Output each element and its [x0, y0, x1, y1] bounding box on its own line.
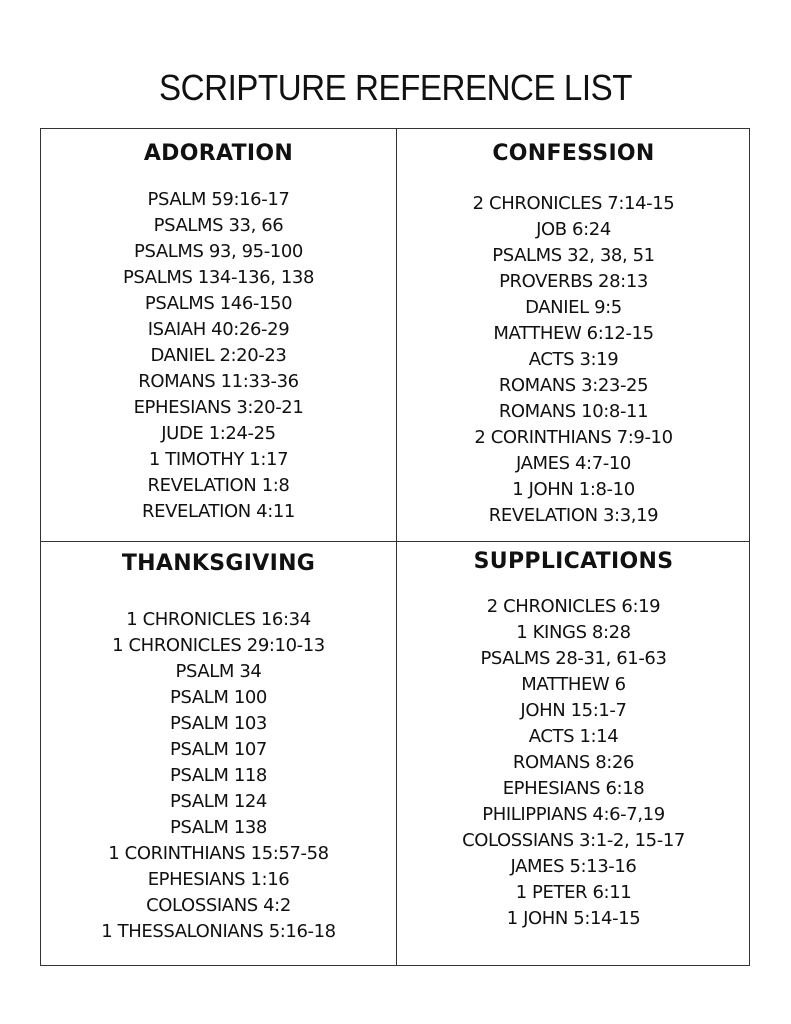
scripture-reference: EPHESIANS 1:16	[147, 869, 290, 890]
scripture-reference: ROMANS 10:8-11	[498, 401, 649, 422]
section-heading-supplications: SUPPLICATIONS	[473, 549, 674, 574]
section-heading-thanksgiving: THANKSGIVING	[121, 551, 316, 576]
scripture-reference: ACTS 3:19	[528, 349, 619, 370]
scripture-reference: PROVERBS 28:13	[499, 271, 648, 292]
scripture-reference: 2 CHRONICLES 6:19	[486, 596, 661, 617]
scripture-reference: 2 CHRONICLES 7:14-15	[472, 193, 675, 214]
scripture-reference: COLOSSIANS 4:2	[146, 895, 291, 916]
scripture-reference: PSALMS 146-150	[144, 293, 293, 314]
scripture-reference: PSALMS 28-31, 61-63	[480, 648, 667, 669]
scripture-reference: EPHESIANS 3:20-21	[133, 397, 304, 418]
scripture-reference: 1 CHRONICLES 29:10-13	[112, 635, 325, 656]
scripture-reference: JOHN 15:1-7	[520, 700, 627, 721]
reference-list-thanksgiving	[41, 607, 396, 945]
scripture-reference: ACTS 1:14	[528, 726, 619, 747]
scripture-reference: PSALM 138	[170, 817, 267, 838]
scripture-reference: PSALMS 33, 66	[153, 215, 284, 236]
reference-grid	[40, 128, 750, 966]
section-supplications	[396, 541, 751, 932]
scripture-reference: JAMES 5:13-16	[510, 856, 637, 877]
scripture-reference: ROMANS 11:33-36	[138, 371, 299, 392]
reference-list-confession	[396, 191, 751, 529]
scripture-reference: COLOSSIANS 3:1-2, 15-17	[462, 830, 685, 851]
scripture-reference: 1 JOHN 5:14-15	[506, 908, 641, 929]
scripture-reference: PSALM 107	[170, 739, 267, 760]
scripture-reference: REVELATION 1:8	[147, 475, 290, 496]
scripture-reference: 1 THESSALONIANS 5:16-18	[101, 921, 336, 942]
reference-list-adoration	[41, 187, 396, 525]
section-heading-adoration: ADORATION	[143, 141, 294, 166]
scripture-reference: MATTHEW 6	[521, 674, 626, 695]
scripture-reference: 1 CHRONICLES 16:34	[126, 609, 311, 630]
scripture-reference: ISAIAH 40:26-29	[147, 319, 290, 340]
scripture-reference: REVELATION 3:3,19	[488, 505, 659, 526]
scripture-reference: PHILIPPIANS 4:6-7,19	[482, 804, 665, 825]
scripture-reference: PSALMS 32, 38, 51	[492, 245, 655, 266]
scripture-reference: REVELATION 4:11	[141, 501, 295, 522]
scripture-reference: 1 CORINTHIANS 15:57-58	[108, 843, 329, 864]
page-title: SCRIPTURE REFERENCE LIST	[159, 67, 632, 108]
scripture-reference: JAMES 4:7-10	[516, 453, 631, 474]
scripture-reference: 1 KINGS 8:28	[516, 622, 631, 643]
scripture-reference: PSALMS 134-136, 138	[122, 267, 315, 288]
section-thanksgiving	[41, 541, 396, 945]
section-heading-confession: CONFESSION	[492, 141, 655, 166]
scripture-reference: 2 CORINTHIANS 7:9-10	[474, 427, 673, 448]
scripture-reference: PSALM 59:16-17	[147, 189, 290, 210]
scripture-reference: JUDE 1:24-25	[161, 423, 276, 444]
scripture-reference: PSALM 100	[170, 687, 267, 708]
scripture-reference: PSALMS 93, 95-100	[134, 241, 303, 262]
scripture-reference: EPHESIANS 6:18	[502, 778, 645, 799]
scripture-reference: DANIEL 9:5	[525, 297, 622, 318]
scripture-reference: 1 JOHN 1:8-10	[512, 479, 635, 500]
scripture-reference: DANIEL 2:20-23	[150, 345, 287, 366]
scripture-reference: PSALM 118	[170, 765, 267, 786]
section-adoration	[41, 129, 396, 525]
scripture-reference: ROMANS 8:26	[512, 752, 635, 773]
scripture-reference: 1 PETER 6:11	[515, 882, 632, 903]
scripture-reference: MATTHEW 6:12-15	[493, 323, 654, 344]
scripture-reference: ROMANS 3:23-25	[498, 375, 649, 396]
section-confession	[396, 129, 751, 529]
scripture-reference: 1 TIMOTHY 1:17	[148, 449, 289, 470]
scripture-reference: JOB 6:24	[536, 219, 611, 240]
scripture-reference: PSALM 103	[170, 713, 267, 734]
scripture-reference: PSALM 34	[175, 661, 262, 682]
scripture-reference: PSALM 124	[170, 791, 267, 812]
reference-list-supplications	[396, 594, 751, 932]
